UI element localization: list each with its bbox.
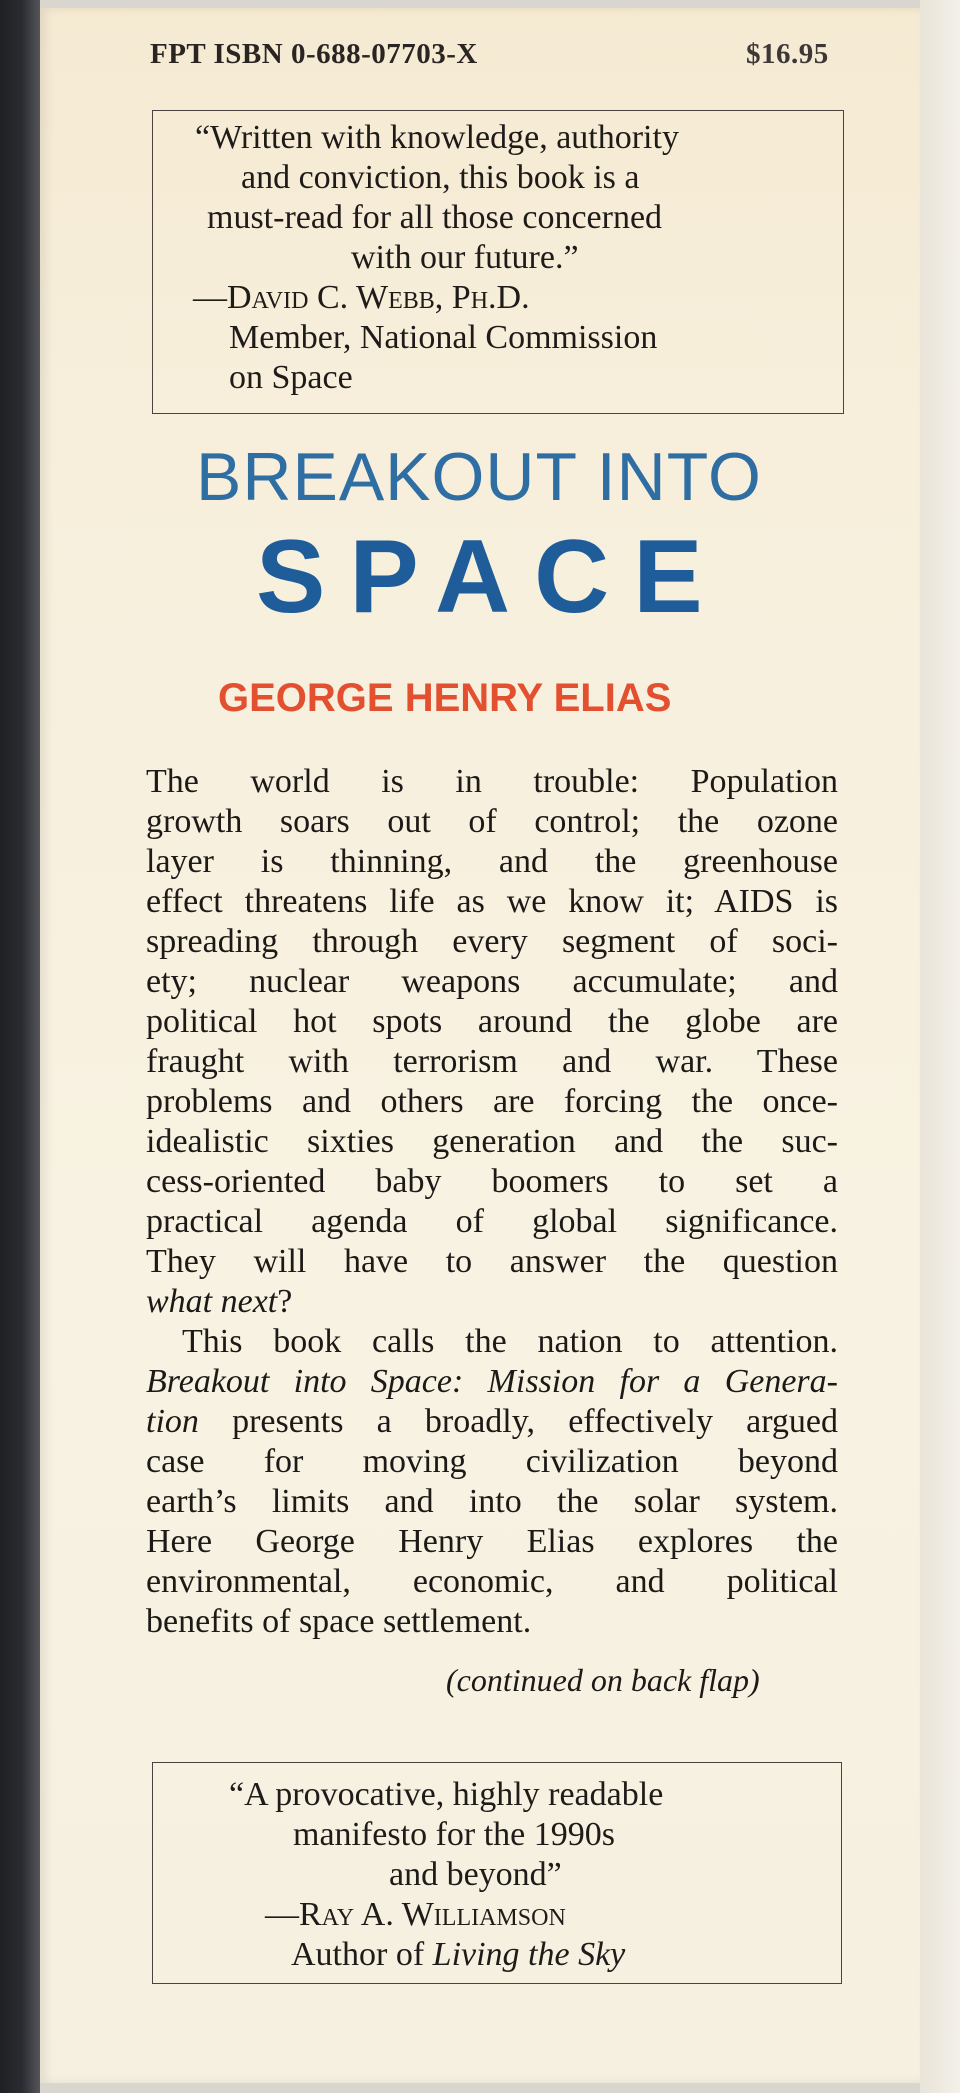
book-title-line2: SPACE <box>256 519 727 635</box>
attribution-affiliation: on Space <box>229 359 353 396</box>
blurb-line: and beyond” <box>389 1856 562 1893</box>
attribution-affiliation <box>291 1935 625 1975</box>
description-line: problems and others are forcing the once- <box>146 1083 838 1120</box>
description-line: benefits of space settlement. <box>146 1603 532 1640</box>
description-line: The world is in trouble: Population <box>146 763 838 800</box>
blurb-line: “Written with knowledge, authority <box>195 119 679 156</box>
description-line: Breakout into Space: Mission for a Genera- <box>146 1363 838 1400</box>
blurb-line: with our future.” <box>351 239 579 276</box>
italic-phrase: tion <box>146 1403 199 1440</box>
attribution-dash: — <box>193 279 227 316</box>
description-line: fraught with terrorism and war. These <box>146 1043 838 1080</box>
description-line: ety; nuclear weapons accumulate; and <box>146 963 838 1000</box>
blurb-line: manifesto for the 1990s <box>293 1816 615 1853</box>
top-blurb-box <box>152 110 844 414</box>
description-line: Here George Henry Elias explores the <box>146 1523 838 1560</box>
description-line <box>146 1282 838 1322</box>
attribution-name: David C. Webb, Ph.D. <box>227 279 530 316</box>
description-line: They will have to answer the question <box>146 1243 838 1280</box>
bottom-blurb-box <box>152 1762 842 1984</box>
description-line: idealistic sixties generation and the suc- <box>146 1123 838 1160</box>
isbn-line: FPT ISBN 0-688-07703-X <box>150 38 478 70</box>
author-of-prefix: Author of <box>291 1936 433 1973</box>
description-line: cess-oriented baby boomers to set a <box>146 1163 838 1200</box>
page-edge <box>920 0 960 2093</box>
blurb-attribution <box>193 278 530 318</box>
blurb-attribution <box>265 1895 566 1935</box>
spine-shadow <box>0 0 40 2093</box>
description-line <box>146 1402 838 1442</box>
description-line: earth’s limits and into the solar system. <box>146 1483 838 1520</box>
punctuation: ? <box>277 1283 293 1320</box>
description-line: spreading through every segment of soci- <box>146 923 838 960</box>
description-line: growth soars out of control; the ozone <box>146 803 838 840</box>
attribution-dash: — <box>265 1896 299 1933</box>
description-line: This book calls the nation to attention. <box>182 1323 838 1360</box>
description-line: practical agenda of global significance. <box>146 1203 838 1240</box>
description-line: case for moving civilization beyond <box>146 1443 838 1480</box>
description-line: effect threatens life as we know it; AIDS is <box>146 883 838 920</box>
continued-note: (continued on back flap) <box>446 1662 760 1698</box>
attribution-affiliation: Member, National Commission <box>229 319 658 356</box>
blurb-line: and conviction, this book is a <box>241 159 640 196</box>
blurb-line: must-read for all those concerned <box>207 199 663 236</box>
author-name: GEORGE HENRY ELIAS <box>218 676 672 720</box>
description-line: political hot spots around the globe are <box>146 1003 838 1040</box>
book-reference: Living the Sky <box>432 1936 626 1973</box>
italic-phrase: what next <box>146 1283 278 1320</box>
price: $16.95 <box>746 38 829 70</box>
description-text: presents a broadly, effectively argued <box>198 1403 838 1440</box>
description-line: layer is thinning, and the greenhouse <box>146 843 838 880</box>
attribution-name: Ray A. Williamson <box>299 1896 566 1933</box>
blurb-line: “A provocative, highly readable <box>229 1776 664 1813</box>
description-line: environmental, economic, and political <box>146 1563 838 1600</box>
book-title-line1: BREAKOUT INTO <box>196 439 762 515</box>
